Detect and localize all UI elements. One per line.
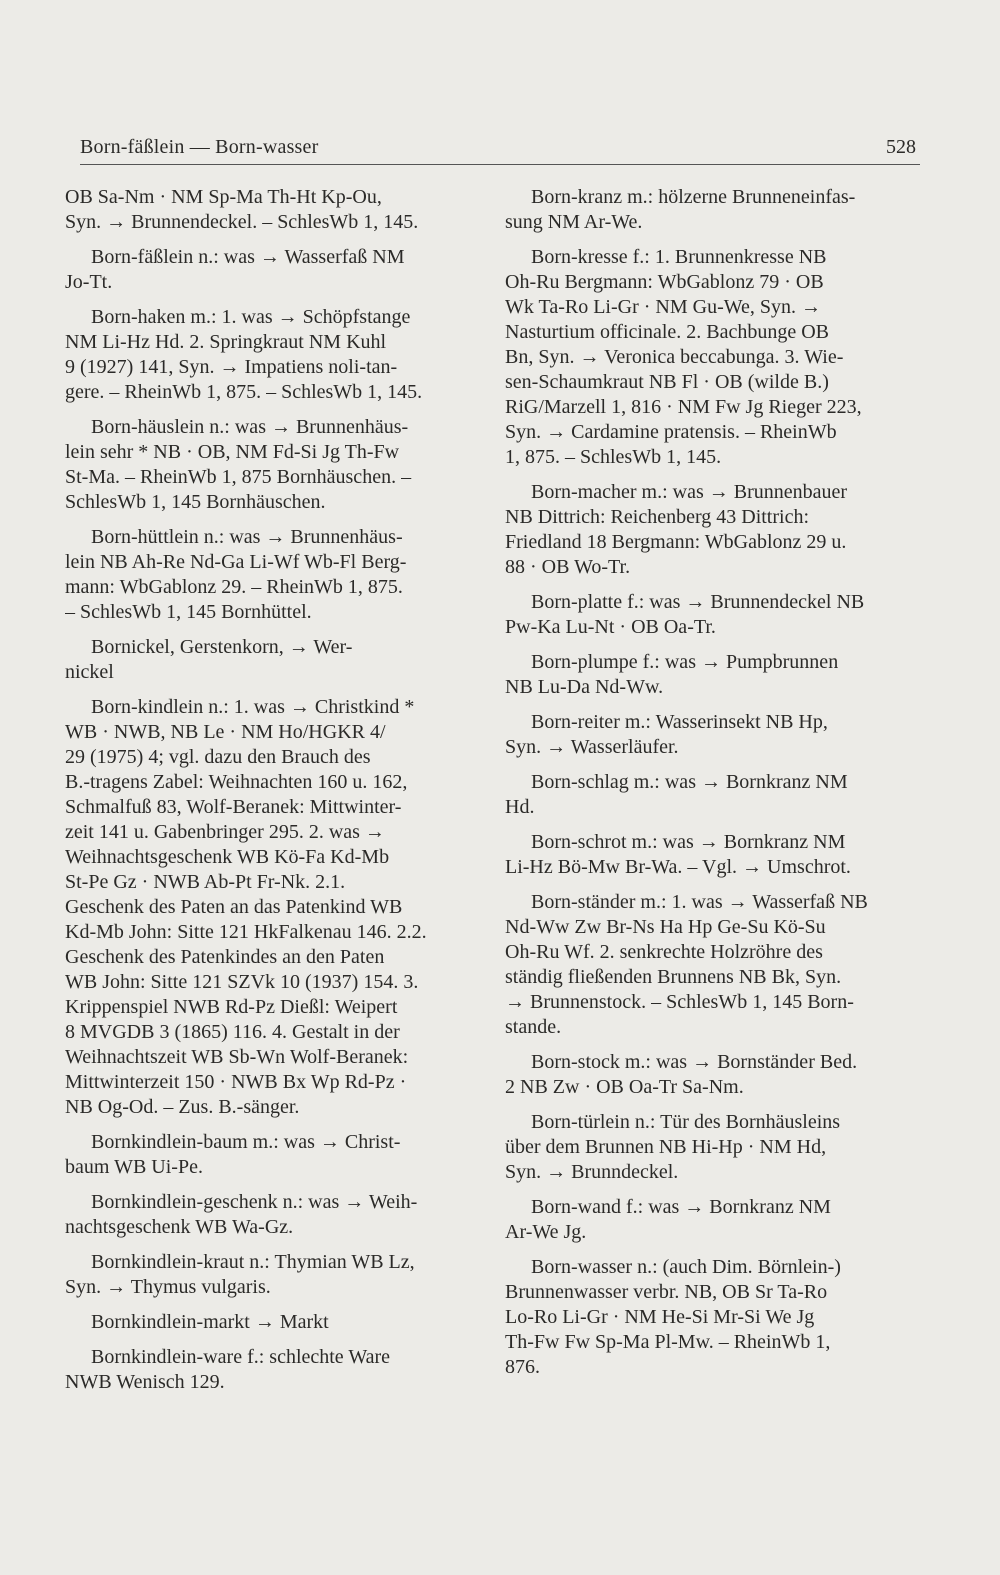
entry-line: Born-plumpe f.: was → Pumpbrunnen xyxy=(531,651,839,673)
dictionary-entry xyxy=(65,695,483,1120)
dictionary-entry xyxy=(65,1190,483,1240)
entry-line: nachtsgeschenk WB Wa-Gz. xyxy=(65,1216,294,1238)
entry-line: 8 MVGDB 3 (1865) 116. 4. Gestalt in der xyxy=(65,1021,400,1043)
entry-line: lein sehr * NB · OB, NM Fd-Si Jg Th-Fw xyxy=(65,441,400,463)
entry-line: nickel xyxy=(65,661,114,683)
entry-line: ständig fließenden Brunnens NB Bk, Syn. xyxy=(505,966,842,988)
entry-line: Friedland 18 Bergmann: WbGablonz 29 u. xyxy=(505,531,847,553)
entry-line: sung NM Ar-We. xyxy=(505,211,643,233)
dictionary-entry xyxy=(505,1050,923,1100)
entry-line: gere. – RheinWb 1, 875. – SchlesWb 1, 145. xyxy=(65,381,423,403)
entry-line: Nd-Ww Zw Br-Ns Ha Hp Ge-Su Kö-Su xyxy=(505,916,826,938)
entry-line: zeit 141 u. Gabenbringer 295. 2. was → xyxy=(65,821,385,843)
entry-line: Geschenk des Patenkindes an den Paten xyxy=(65,946,385,968)
entry-line: Born-platte f.: was → Brunnendeckel NB xyxy=(531,591,865,613)
right-column xyxy=(505,185,923,1390)
entry-line: Born-häuslein n.: was → Brunnenhäus- xyxy=(91,416,409,438)
entry-line: 9 (1927) 141, Syn. → Impatiens noli-tan- xyxy=(65,356,398,378)
entry-line: Syn. → Thymus vulgaris. xyxy=(65,1276,271,1298)
entry-line: über dem Brunnen NB Hi-Hp · NM Hd, xyxy=(505,1136,827,1158)
running-header xyxy=(80,134,920,165)
entry-line: RiG/Marzell 1, 816 · NM Fw Jg Rieger 223, xyxy=(505,396,862,418)
entry-line: sen-Schaumkraut NB Fl · OB (wilde B.) xyxy=(505,371,829,393)
entry-line: Born-wasser n.: (auch Dim. Börnlein-) xyxy=(531,1256,841,1278)
dictionary-entry xyxy=(505,770,923,820)
entry-line: 88 · OB Wo-Tr. xyxy=(505,556,631,578)
left-column xyxy=(65,185,483,1405)
entry-line: Hd. xyxy=(505,796,535,818)
entry-line: St-Ma. – RheinWb 1, 875 Bornhäuschen. – xyxy=(65,466,412,488)
dictionary-entry xyxy=(505,650,923,700)
entry-line: Th-Fw Fw Sp-Ma Pl-Mw. – RheinWb 1, xyxy=(505,1331,831,1353)
dictionary-entry xyxy=(505,245,923,470)
entry-line: OB Sa-Nm · NM Sp-Ma Th-Ht Kp-Ou, xyxy=(65,186,382,208)
entry-line: Born-stock m.: was → Bornständer Bed. xyxy=(531,1051,858,1073)
entry-line: Krippenspiel NWB Rd-Pz Dießl: Weipert xyxy=(65,996,398,1018)
dictionary-entry xyxy=(505,1195,923,1245)
entry-line: Born-haken m.: 1. was → Schöpfstange xyxy=(91,306,411,328)
entry-line: SchlesWb 1, 145 Bornhäuschen. xyxy=(65,491,326,513)
dictionary-entry xyxy=(65,1130,483,1180)
entry-line: Geschenk des Paten an das Patenkind WB xyxy=(65,896,403,918)
entry-line: Syn. → Cardamine pratensis. – RheinWb xyxy=(505,421,837,443)
entry-line: Nasturtium officinale. 2. Bachbunge OB xyxy=(505,321,830,343)
entry-line: 876. xyxy=(505,1356,540,1378)
entry-line: – SchlesWb 1, 145 Bornhüttel. xyxy=(65,601,312,623)
entry-line: 29 (1975) 4; vgl. dazu den Brauch des xyxy=(65,746,371,768)
entry-line: NM Li-Hz Hd. 2. Springkraut NM Kuhl xyxy=(65,331,387,353)
entry-line: Born-türlein n.: Tür des Bornhäusleins xyxy=(531,1111,841,1133)
entry-line: 2 NB Zw · OB Oa-Tr Sa-Nm. xyxy=(505,1076,744,1098)
entry-line: Schmalfuß 83, Wolf-Beranek: Mittwinter- xyxy=(65,796,402,818)
entry-line: Kd-Mb John: Sitte 121 HkFalkenau 146. 2.2. xyxy=(65,921,427,943)
entry-line: Born-reiter m.: Wasserinsekt NB Hp, xyxy=(531,711,828,733)
entry-line: Bornkindlein-kraut n.: Thymian WB Lz, xyxy=(91,1251,415,1273)
entry-line: WB · NWB, NB Le · NM Ho/HGKR 4/ xyxy=(65,721,386,743)
entry-line: → Brunnenstock. – SchlesWb 1, 145 Born- xyxy=(505,991,854,1013)
entry-line: lein NB Ah-Re Nd-Ga Li-Wf Wb-Fl Berg- xyxy=(65,551,407,573)
entry-line: Lo-Ro Li-Gr · NM He-Si Mr-Si We Jg xyxy=(505,1306,815,1328)
dictionary-entry xyxy=(505,185,923,235)
page-number: 528 xyxy=(886,136,916,158)
dictionary-entry xyxy=(65,185,483,235)
entry-line: Bornkindlein-geschenk n.: was → Weih- xyxy=(91,1191,418,1213)
entry-line: baum WB Ui-Pe. xyxy=(65,1156,203,1178)
entry-line: 1, 875. – SchlesWb 1, 145. xyxy=(505,446,722,468)
entry-line: Syn. → Brunndeckel. xyxy=(505,1161,679,1183)
dictionary-entry xyxy=(65,1250,483,1300)
dictionary-entry xyxy=(65,1345,483,1395)
entry-line: Weihnachtszeit WB Sb-Wn Wolf-Beranek: xyxy=(65,1046,409,1068)
entry-line: Born-kindlein n.: 1. was → Christkind * xyxy=(91,696,415,718)
entry-line: NB Lu-Da Nd-Ww. xyxy=(505,676,664,698)
dictionary-entry xyxy=(505,1110,923,1185)
entry-line: Bornkindlein-baum m.: was → Christ- xyxy=(91,1131,401,1153)
entry-line: Born-schrot m.: was → Bornkranz NM xyxy=(531,831,846,853)
dictionary-entry xyxy=(65,1310,483,1335)
entry-line: Born-ständer m.: 1. was → Wasserfaß NB xyxy=(531,891,868,913)
entry-line: Mittwinterzeit 150 · NWB Bx Wp Rd-Pz · xyxy=(65,1071,407,1093)
dictionary-entry xyxy=(505,590,923,640)
entry-line: Bornkindlein-ware f.: schlechte Ware xyxy=(91,1346,391,1368)
entry-line: Weihnachtsgeschenk WB Kö-Fa Kd-Mb xyxy=(65,846,390,868)
entry-line: Oh-Ru Bergmann: WbGablonz 79 · OB xyxy=(505,271,824,293)
entry-line: Bornkindlein-markt → Markt xyxy=(91,1311,329,1333)
entry-line: St-Pe Gz · NWB Ab-Pt Fr-Nk. 2.1. xyxy=(65,871,346,893)
dictionary-entry xyxy=(65,635,483,685)
entry-line: stande. xyxy=(505,1016,562,1038)
entry-line: Born-macher m.: was → Brunnenbauer xyxy=(531,481,848,503)
entry-line: Bornickel, Gerstenkorn, → Wer- xyxy=(91,636,353,658)
entry-line: Pw-Ka Lu-Nt · OB Oa-Tr. xyxy=(505,616,716,638)
dictionary-entry xyxy=(505,480,923,580)
entry-line: NB Og-Od. – Zus. B.-sänger. xyxy=(65,1096,300,1118)
entry-line: Born-fäßlein n.: was → Wasserfaß NM xyxy=(91,246,405,268)
entry-line: NWB Wenisch 129. xyxy=(65,1371,225,1393)
entry-line: Bn, Syn. → Veronica beccabunga. 3. Wie- xyxy=(505,346,844,368)
entry-line: B.-tragens Zabel: Weihnachten 160 u. 162, xyxy=(65,771,408,793)
dictionary-entry xyxy=(65,245,483,295)
running-title: Born-fäßlein — Born-wasser xyxy=(80,136,319,158)
entry-line: mann: WbGablonz 29. – RheinWb 1, 875. xyxy=(65,576,403,598)
dictionary-entry xyxy=(505,710,923,760)
entry-line: WB John: Sitte 121 SZVk 10 (1937) 154. 3. xyxy=(65,971,419,993)
entry-line: Born-hüttlein n.: was → Brunnenhäus- xyxy=(91,526,403,548)
entry-line: Born-schlag m.: was → Bornkranz NM xyxy=(531,771,848,793)
dictionary-entry xyxy=(505,830,923,880)
entry-line: Li-Hz Bö-Mw Br-Wa. – Vgl. → Umschrot. xyxy=(505,856,851,878)
entry-line: Oh-Ru Wf. 2. senkrechte Holzröhre des xyxy=(505,941,823,963)
dictionary-entry xyxy=(65,525,483,625)
entry-line: Born-kresse f.: 1. Brunnenkresse NB xyxy=(531,246,827,268)
entry-line: Born-wand f.: was → Bornkranz NM xyxy=(531,1196,831,1218)
entry-line: Jo-Tt. xyxy=(65,271,113,293)
entry-line: Ar-We Jg. xyxy=(505,1221,587,1243)
entry-line: Born-kranz m.: hölzerne Brunneneinfas- xyxy=(531,186,856,208)
entry-line: Syn. → Wasserläufer. xyxy=(505,736,679,758)
dictionary-entry xyxy=(505,1255,923,1380)
dictionary-entry xyxy=(65,415,483,515)
entry-line: Brunnenwasser verbr. NB, OB Sr Ta-Ro xyxy=(505,1281,828,1303)
entry-line: Wk Ta-Ro Li-Gr · NM Gu-We, Syn. → xyxy=(505,296,822,318)
dictionary-entry xyxy=(505,890,923,1040)
entry-line: Syn. → Brunnendeckel. – SchlesWb 1, 145. xyxy=(65,211,419,233)
entry-line: NB Dittrich: Reichenberg 43 Dittrich: xyxy=(505,506,810,528)
dictionary-entry xyxy=(65,305,483,405)
